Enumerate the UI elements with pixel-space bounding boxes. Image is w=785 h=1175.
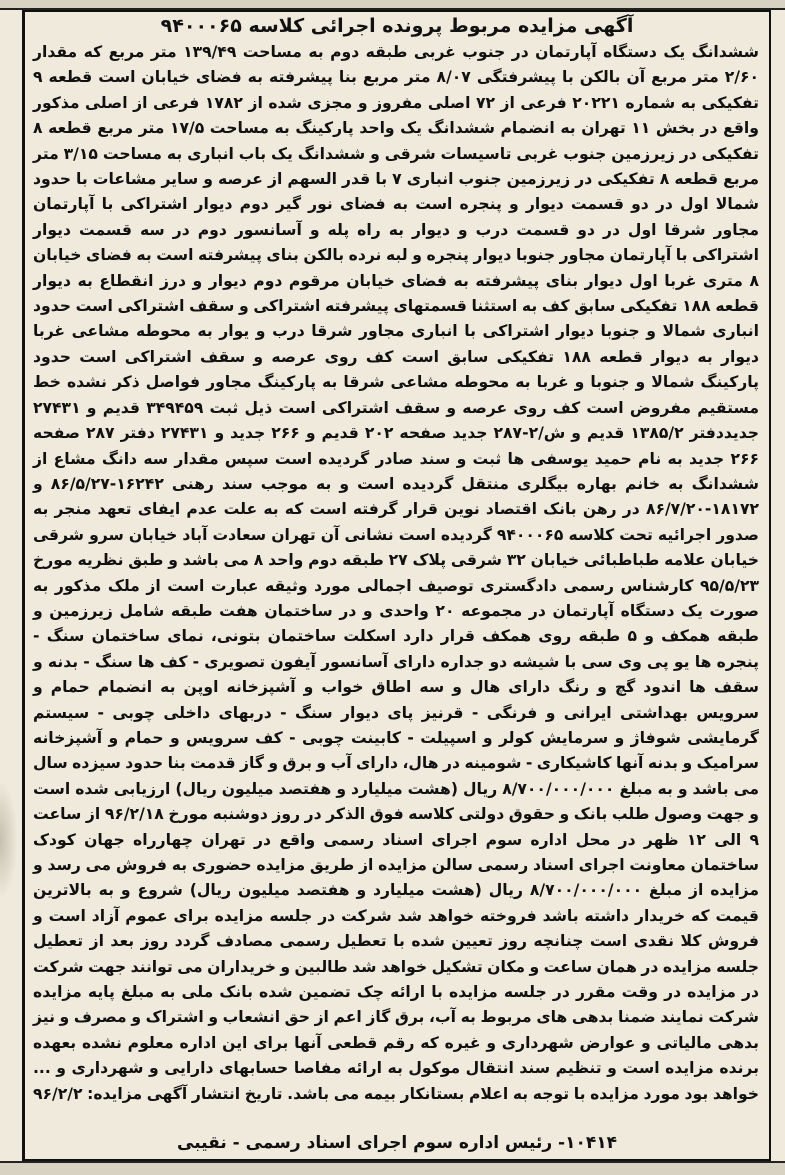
bottom-edge-strip bbox=[0, 1161, 785, 1175]
notice-body: ششدانگ یک دستگاه آپارتمان در جنوب غربی طبقه دوم به مساحت ۱۳۹/۴۹ متر مربع که مقدار ۲/۶۰ متر مربع آن بالکن با پیشرفتگی ۸/۰۷ متر مربع بنا پیشرفته به فضای خیابان است قطعه ۹ تفکیکی به شماره ۲۰۲۲۱ فرعی از ۷۲ اصلی مفروز و مجزی شده از ۱۷۸۲ فرعی از اصلی مذکور واقع در بخش ۱۱ تهران به انضمام ششدانگ یک واحد پارکینگ به مساحت ۱۷/۵ متر مربع قطعه ۸ تفکیکی در زیرزمین جنوب غربی تاسیسات شرقی و ششدانگ یک باب انباری به مساحت ۳/۱۵ متر مربع قطعه ۸ تفکیکی در زیرزمین جنوب انباری ۷ با قدر السهم از عرصه و سایر مشاعات با حدود شمالا اول در دو قسمت دیوار و پنجره است به فضای نور گیر دوم دیوار اشتراکی با آپارتمان مجاور شرقا اول در دو قسمت درب و دیوار به راه پله و آسانسور دوم در سه قسمت دیوار اشتراکی با آپارتمان مجاور جنوبا دیوار پنجره و لبه نرده بالکن بنای پیشرفته است به فضای خیابان ۸ متری غربا اول دیوار بنای پیشرفته به فضای خیابان مرقوم دوم دیوار و درز انقطاع به دیوار قطعه ۱۸۸ تفکیکی سابق کف به استثنا قسمتهای پیشرفته اشتراکی و سقف اشتراکی است حدود انباری شمالا و جنوبا دیوار اشتراکی با انباری مجاور شرقا درب و یوار به محوطه مشاعی غربا دیوار به دیوار قطعه ۱۸۸ تفکیکی سابق است کف روی عرصه و سقف اشتراکی است حدود پارکینگ شمالا و جنوبا و غربا به محوطه مشاعی شرقا به پارکینگ مجاور فواصل ذکر نشده خط مستقیم مفروض است کف روی عرصه و سقف اشتراکی است ذیل ثبت ۳۴۹۴۵۹ قدیم و ۲۷۴۳۱ جدیددفتر ۱۳۸۵/۲ قدیم و ش/۲-۲۸۷ جدید صفحه ۲۰۲ قدیم و ۲۶۶ جدید و ۲۷۴۳۱ دفتر ۲۸۷ صفحه ۲۶۶ جدید به نام حمید یوسفی ها ثبت و سند صادر گردیده است سپس مقدار سه دانگ مشاع از ششدانگ به خانم بهاره بیگلری منتقل گردیده است و به موجب سند رهنی ۱۶۲۴۲-۸۶/۵/۲۷ و ۱۸۱۷۲-۸۶/۷/۲۰ در رهن بانک اقتصاد نوین قرار گرفته است که به علت عدم ایفای تعهد منجر به صدور اجرائیه تحت کلاسه ۹۴۰۰۰۶۵ گردیده است نشانی آن تهران سعادت آباد خیابان سرو شرقی خیابان علامه طباطبائی خیابان ۳۲ شرقی پلاک ۲۷ طبقه دوم واحد ۸ می باشد و طبق نظریه مورخ ۹۵/۵/۲۳ کارشناس رسمی دادگستری توصیف اجمالی مورد وثیقه عبارت است از ملک مذکور به صورت یک دستگاه آپارتمان در مجموعه ۲۰ واحدی و در ساختمان هفت طبقه شامل زیرزمین و طبقه همکف و ۵ طبقه روی همکف قرار دارد اسکلت ساختمان بتونی، نمای ساختمان سنگ - پنجره ها یو پی وی سی با شیشه دو جداره دارای آسانسور آیفون تصویری - کف ها سنگ - بدنه و سقف ها اندود گچ و رنگ دارای هال و سه اطاق خواب و آشپزخانه اوپن به انضمام حمام و سرویس بهداشتی ایرانی و فرنگی - قرنیز پای دیوار سنگ - دربهای داخلی چوبی - سیستم گرمایشی شوفاژ و سرمایش کولر و اسپیلت - کابینت چوبی - کف سرویس و حمام و آشپزخانه سرامیک و بدنه آنها کاشیکاری - شومینه در هال، دارای آب و برق و گاز قدمت بنا حدود سیزده سال می باشد و به مبلغ ۸/۷۰۰/۰۰۰/۰۰۰ ریال (هشت میلیارد و هفتصد میلیون ریال) ارزیابی شده است و جهت وصول طلب بانک و حقوق دولتی کلاسه فوق الذکر در روز دوشنبه مورخ ۹۶/۲/۱۸ از ساعت ۹ الی ۱۲ ظهر در محل اداره سوم اجرای اسناد رسمی واقع در تهران چهارراه جهان کودک ساختمان معاونت اجرای اسناد رسمی سالن مزایده از طریق مزایده حضوری به فروش می رسد و مزایده از مبلغ ۸/۷۰۰/۰۰۰/۰۰۰ ریال (هشت میلیارد و هفتصد میلیون ریال) شروع و به بالاترین قیمت که خریدار داشته باشد فروخته خواهد شد شرکت در جلسه مزایده برای عموم آزاد است و فروش کلا نقدی است چنانچه روز تعیین شده با تعطیل رسمی مصادف گردد روز بعد از تعطیل جلسه مزایده در همان ساعت و مکان تشکیل خواهد شد طالبین و خریداران می توانند جهت شرکت در مزایده در وقت مقرر در جلسه مزایده با ارائه چک تضمین شده بانک ملی به مبلغ پایه مزایده شرکت نمایند ضمنا بدهی های مربوط به آب، برق گاز اعم از حق انشعاب و اشتراک و مصرف و نیز بدهی مالیاتی و عوارض شهرداری و غیره که رقم قطعی آنها برای این اداره معلوم نشده بعهده برنده مزایده است و تنظیم سند انتقال موکول به ارائه مفاصا حسابهای دارایی و شهرداری و ... خواهد بود مورد مزایده با توجه به اعلام بستانکار بیمه می باشد. تاریخ انتشار آگهی مزایده: ۹۶/۲/۲ bbox=[33, 43, 760, 1103]
paper-stain bbox=[0, 780, 18, 900]
notice-footer: ۱۰۴۱۴- رئیس اداره سوم اجرای اسناد رسمی - نقیبی bbox=[177, 1133, 617, 1153]
notice-title: آگهی مزایده مربوط پرونده اجرائی کلاسه ۹۴۰۰۰۶۵ bbox=[160, 15, 634, 37]
notice-frame bbox=[22, 10, 771, 1161]
top-edge-strip bbox=[0, 0, 785, 10]
